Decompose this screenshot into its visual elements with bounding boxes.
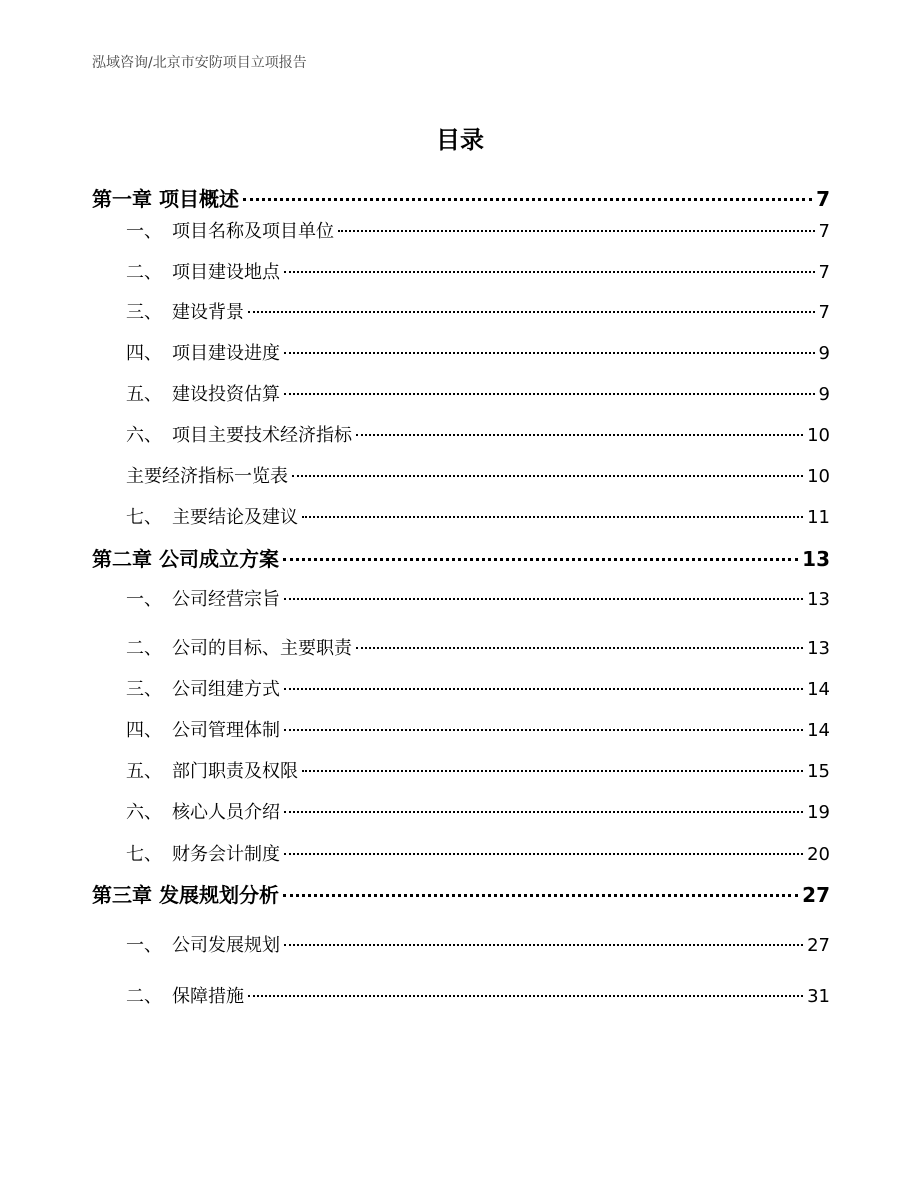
- toc-entry-label: 第三章 发展规划分析: [92, 883, 279, 907]
- toc-entry-label: 公司的目标、主要职责: [172, 638, 352, 659]
- toc-entry-number: 一、: [126, 221, 162, 242]
- toc-page-number: 7: [818, 262, 830, 283]
- toc-section-entry[interactable]: [92, 982, 830, 1008]
- dot-leader: [283, 894, 798, 897]
- dot-leader: [284, 944, 803, 946]
- dot-leader: [356, 647, 803, 649]
- toc-page-number: 27: [802, 883, 830, 907]
- toc-section-entry[interactable]: [92, 217, 830, 243]
- toc-section-entry[interactable]: [92, 675, 830, 701]
- dot-leader: [284, 352, 815, 354]
- dot-leader: [292, 475, 803, 477]
- dot-leader: [302, 516, 803, 518]
- toc-entry-label: 公司管理体制: [172, 720, 280, 741]
- toc-page-number: 11: [807, 507, 830, 528]
- toc-entry-label: 项目主要技术经济指标: [172, 425, 352, 446]
- toc-entry-label: 保障措施: [172, 986, 244, 1007]
- toc-entry-number: 四、: [126, 720, 162, 741]
- toc-entry-number: 一、: [126, 589, 162, 610]
- toc-entry-label: 项目名称及项目单位: [172, 221, 334, 242]
- toc-page-number: 10: [807, 425, 830, 446]
- toc-entry-label: 公司发展规划: [172, 935, 280, 956]
- toc-entry-label: 主要经济指标一览表: [126, 466, 288, 487]
- dot-leader: [284, 688, 803, 690]
- dot-leader: [248, 311, 815, 313]
- toc-page-number: 15: [807, 761, 830, 782]
- dot-leader: [243, 198, 812, 201]
- toc-section-entry[interactable]: [92, 840, 830, 866]
- toc-entry-number: 三、: [126, 302, 162, 323]
- toc-section-entry[interactable]: [92, 634, 830, 660]
- toc-entry-number: 四、: [126, 343, 162, 364]
- dot-leader: [284, 729, 803, 731]
- toc-entry-label: 部门职责及权限: [172, 761, 298, 782]
- toc-chapter-entry[interactable]: [92, 879, 830, 908]
- toc-entry-label: 公司组建方式: [172, 679, 280, 700]
- toc-entry-label: 第一章 项目概述: [92, 187, 239, 211]
- toc-entry-label: 核心人员介绍: [172, 802, 280, 823]
- running-header: 泓域咨询/北京市安防项目立项报告: [92, 55, 307, 71]
- toc-page-number: 20: [807, 844, 830, 865]
- toc-section-entry[interactable]: [92, 258, 830, 284]
- toc-section-entry[interactable]: [92, 298, 830, 324]
- toc-section-entry[interactable]: [92, 716, 830, 742]
- toc-entry-number: 五、: [126, 761, 162, 782]
- dot-leader: [302, 770, 803, 772]
- toc-title: 目录: [436, 126, 484, 154]
- toc-section-entry[interactable]: [92, 421, 830, 447]
- toc-section-entry[interactable]: [92, 380, 830, 406]
- toc-page-number: 13: [802, 547, 830, 571]
- toc-entry-label: 项目建设进度: [172, 343, 280, 364]
- toc-page-number: 7: [818, 221, 830, 242]
- toc-chapter-entry[interactable]: [92, 543, 830, 572]
- toc-section-entry[interactable]: [92, 339, 830, 365]
- toc-page-number: 10: [807, 466, 830, 487]
- dot-leader: [284, 393, 815, 395]
- toc-entry-number: 六、: [126, 802, 162, 823]
- toc-entry-label: 项目建设地点: [172, 262, 280, 283]
- toc-section-entry[interactable]: [92, 798, 830, 824]
- toc-entry-number: 二、: [126, 986, 162, 1007]
- toc-page-number: 14: [807, 679, 830, 700]
- toc-entry-label: 主要结论及建议: [172, 507, 298, 528]
- toc-chapter-entry[interactable]: [92, 183, 830, 212]
- dot-leader: [284, 853, 803, 855]
- toc-page-number: 19: [807, 802, 830, 823]
- dot-leader: [248, 995, 803, 997]
- toc-section-entry[interactable]: [92, 931, 830, 957]
- toc-page-number: 27: [807, 935, 830, 956]
- dot-leader: [283, 558, 798, 561]
- toc-entry-number: 六、: [126, 425, 162, 446]
- toc-section-entry[interactable]: [92, 757, 830, 783]
- toc-section-entry[interactable]: [92, 503, 830, 529]
- toc-entry-label: 建设投资估算: [172, 384, 280, 405]
- toc-section-entry[interactable]: [92, 462, 830, 488]
- toc-entry-number: 五、: [126, 384, 162, 405]
- toc-entry-number: 二、: [126, 262, 162, 283]
- dot-leader: [284, 271, 815, 273]
- toc-page-number: 9: [818, 384, 830, 405]
- toc-entry-number: 三、: [126, 679, 162, 700]
- toc-entry-label: 公司经营宗旨: [172, 589, 280, 610]
- toc-entry-number: 七、: [126, 844, 162, 865]
- toc-entry-label: 财务会计制度: [172, 844, 280, 865]
- toc-page-number: 13: [807, 589, 830, 610]
- toc-page-number: 9: [818, 343, 830, 364]
- toc-page-number: 7: [816, 187, 830, 211]
- dot-leader: [338, 230, 815, 232]
- toc-page-number: 13: [807, 638, 830, 659]
- toc-entry-number: 二、: [126, 638, 162, 659]
- toc-page-number: 31: [807, 986, 830, 1007]
- dot-leader: [284, 811, 803, 813]
- toc-entry-number: 一、: [126, 935, 162, 956]
- toc-entry-label: 第二章 公司成立方案: [92, 547, 279, 571]
- dot-leader: [356, 434, 803, 436]
- toc-page-number: 14: [807, 720, 830, 741]
- toc-page-number: 7: [818, 302, 830, 323]
- toc-entry-label: 建设背景: [172, 302, 244, 323]
- dot-leader: [284, 598, 803, 600]
- toc-section-entry[interactable]: [92, 585, 830, 611]
- toc-entry-number: 七、: [126, 507, 162, 528]
